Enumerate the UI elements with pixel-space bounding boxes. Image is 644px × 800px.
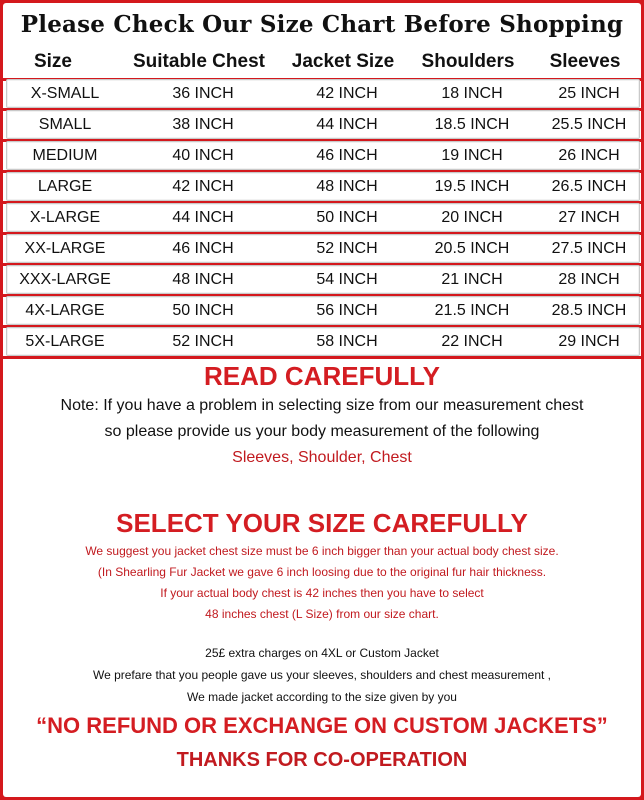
- cell-sleeves: 28 INCH: [558, 271, 620, 288]
- note-line-1: Note: If you have a problem in selecting size from our measurement chest: [60, 397, 584, 414]
- row-divider: [3, 356, 641, 359]
- select-line-2: (In Shearling Fur Jacket we gave 6 inch loosing due to the original fur hair thickness.: [97, 565, 547, 579]
- select-size-heading: SELECT YOUR SIZE CAREFULLY: [116, 508, 528, 538]
- cell-size: 5X-LARGE: [25, 333, 105, 350]
- cell-sleeves: 25.5 INCH: [551, 116, 627, 133]
- cell-sleeves: 28.5 INCH: [551, 302, 627, 319]
- page-title: Please Check Our Size Chart Before Shopping: [20, 11, 624, 38]
- cell-size: XXX-LARGE: [19, 271, 111, 288]
- read-carefully-heading: READ CAREFULLY: [204, 361, 440, 391]
- select-line-4: 48 inches chest (L Size) from our size chart.: [205, 607, 439, 621]
- no-refund-notice: “NO REFUND OR EXCHANGE ON CUSTOM JACKETS”: [36, 713, 608, 738]
- header-jacket-size: Jacket Size: [291, 51, 395, 72]
- measurement-request-line: We prefare that you people gave us your sleeves, shoulders and chest measurement ,: [92, 668, 552, 682]
- cell-jacket: 56 INCH: [316, 302, 378, 319]
- made-to-size-line: We made jacket according to the size given by you: [187, 690, 457, 704]
- cell-shoulders: 18.5 INCH: [434, 116, 510, 133]
- cell-jacket: 52 INCH: [316, 240, 378, 257]
- cell-size: XX-LARGE: [24, 240, 106, 257]
- cell-size: MEDIUM: [32, 147, 98, 164]
- cell-size: LARGE: [37, 178, 93, 195]
- cell-shoulders: 19 INCH: [441, 147, 503, 164]
- select-line-3: If your actual body chest is 42 inches then you have to select: [160, 586, 484, 600]
- cell-chest: 48 INCH: [172, 271, 234, 288]
- table-row: [6, 203, 640, 232]
- cell-chest: 36 INCH: [172, 85, 234, 102]
- table-row: [6, 234, 640, 263]
- thanks-line: THANKS FOR CO-OPERATION: [176, 749, 468, 771]
- cell-chest: 46 INCH: [172, 240, 234, 257]
- cell-chest: 52 INCH: [172, 333, 234, 350]
- cell-shoulders: 21 INCH: [441, 271, 503, 288]
- cell-size: X-SMALL: [30, 85, 100, 102]
- cell-chest: 42 INCH: [172, 178, 234, 195]
- cell-shoulders: 20.5 INCH: [434, 240, 510, 257]
- header-shoulders: Shoulders: [421, 51, 515, 72]
- select-line-1: We suggest you jacket chest size must be 6 inch bigger than your actual body chest size.: [85, 544, 559, 558]
- header-suitable-chest: Suitable Chest: [133, 51, 265, 72]
- cell-jacket: 54 INCH: [316, 271, 378, 288]
- cell-chest: 44 INCH: [172, 209, 234, 226]
- cell-size: 4X-LARGE: [25, 302, 105, 319]
- header-sleeves: Sleeves: [549, 51, 621, 72]
- cell-jacket: 44 INCH: [316, 116, 378, 133]
- table-row: [6, 265, 640, 294]
- cell-sleeves: 27.5 INCH: [551, 240, 627, 257]
- cell-chest: 50 INCH: [172, 302, 234, 319]
- header-size: Size: [33, 51, 73, 72]
- cell-size: X-LARGE: [29, 209, 101, 226]
- extra-charges-line: 25£ extra charges on 4XL or Custom Jacket: [205, 646, 439, 660]
- cell-size: SMALL: [38, 116, 92, 133]
- cell-jacket: 50 INCH: [316, 209, 378, 226]
- cell-chest: 38 INCH: [172, 116, 234, 133]
- table-row: [6, 327, 640, 356]
- cell-jacket: 46 INCH: [316, 147, 378, 164]
- note-line-2: so please provide us your body measurement of the following: [104, 423, 540, 440]
- cell-sleeves: 26 INCH: [558, 147, 620, 164]
- cell-sleeves: 26.5 INCH: [551, 178, 627, 195]
- table-row: [6, 172, 640, 201]
- cell-jacket: 42 INCH: [316, 85, 378, 102]
- cell-sleeves: 27 INCH: [558, 209, 620, 226]
- table-header: [3, 51, 641, 79]
- cell-shoulders: 19.5 INCH: [434, 178, 510, 195]
- cell-chest: 40 INCH: [172, 147, 234, 164]
- cell-sleeves: 25 INCH: [558, 85, 620, 102]
- cell-sleeves: 29 INCH: [558, 333, 620, 350]
- size-chart-sheet: [3, 3, 641, 797]
- note-line-3: Sleeves, Shoulder, Chest: [232, 449, 412, 466]
- table-row: [6, 79, 640, 108]
- cell-shoulders: 21.5 INCH: [434, 302, 510, 319]
- cell-shoulders: 20 INCH: [441, 209, 503, 226]
- cell-jacket: 48 INCH: [316, 178, 378, 195]
- table-row: [6, 141, 640, 170]
- table-row: [6, 296, 640, 325]
- cell-shoulders: 22 INCH: [441, 333, 503, 350]
- cell-shoulders: 18 INCH: [441, 85, 503, 102]
- table-row: [6, 110, 640, 139]
- cell-jacket: 58 INCH: [316, 333, 378, 350]
